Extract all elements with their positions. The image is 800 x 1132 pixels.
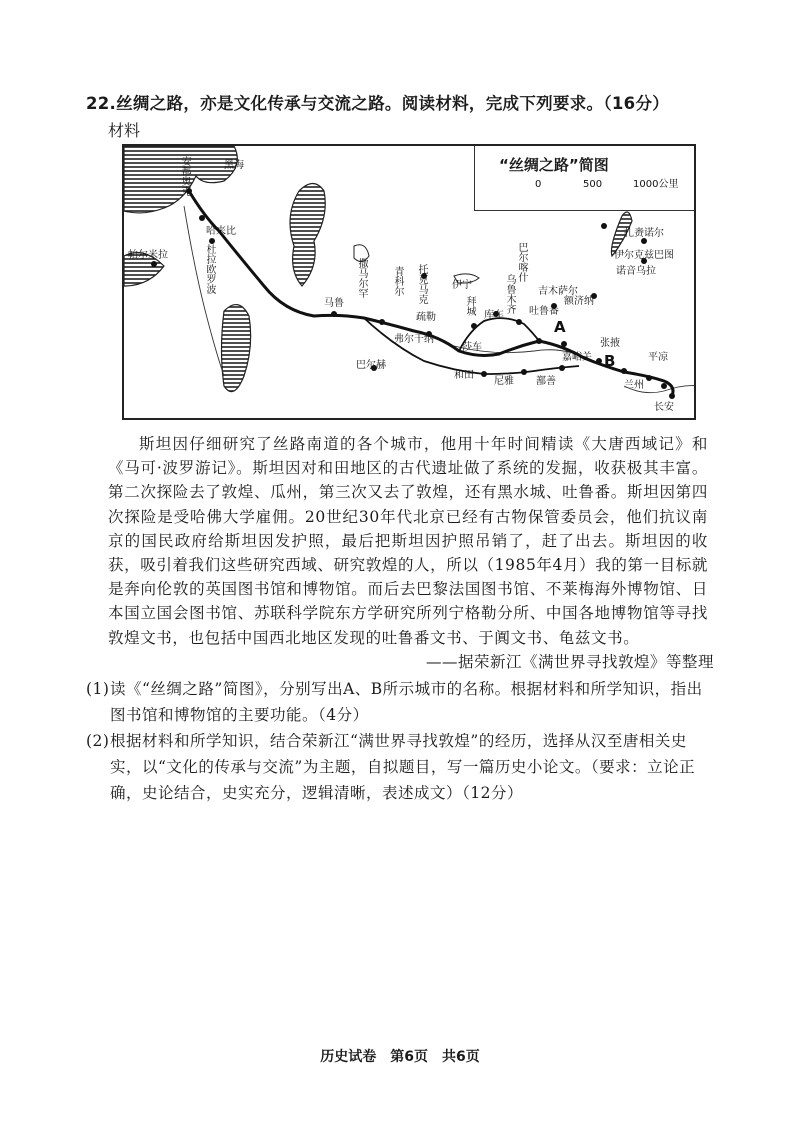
sub-question-1-text: 读《“丝绸之路”简图》，分别写出A、B所示城市的名称。根据材料和所学知识，指出图书馆和博物馆的主要功能。（4分） <box>110 680 703 724</box>
label-nuoyin: 诺音乌拉 <box>616 266 656 277</box>
sub-question-2-text: 根据材料和所学知识，结合荣新江“满世界寻找敦煌”的经历，选择从汉至唐相关史实，以“文化的传承与交流”为主题，自拟题目，写一篇历史小论文。（要求：立论正确，史论结合，史实充分，逻辑清晰，表述成文）（12分） <box>110 732 696 802</box>
label-kuche: 库车 <box>484 310 504 321</box>
label-yining: 伊宁 <box>452 280 472 291</box>
label-pingliang: 平凉 <box>648 352 668 363</box>
label-yierkuzhi: 伊尔克兹巴图 <box>614 250 674 261</box>
label-tulufan: 吐鲁番 <box>529 306 559 317</box>
silk-road-map <box>122 144 696 420</box>
scale-1000: 1000公里 <box>633 179 679 190</box>
label-tuolao: 杜拉欧罗波 <box>204 244 215 294</box>
label-heihai: 黑海 <box>224 160 244 171</box>
sub-question-2 <box>86 728 716 806</box>
label-hetian: 和田 <box>454 370 474 381</box>
label-baerkashi: 巴尔喀什 <box>516 242 527 282</box>
page-footer: 历史试卷 第6页 共6页 <box>320 1049 480 1065</box>
map-legend <box>474 146 696 211</box>
label-feierganna: 弗尔干纳 <box>394 334 434 345</box>
label-shanshan: 鄯善 <box>536 376 556 387</box>
sub-question-1 <box>86 676 716 728</box>
label-qingkeer: 青科尔 <box>392 266 403 296</box>
label-samaerhan: 撒马尔罕 <box>356 258 367 298</box>
label-wulumuqi: 乌鲁木齐 <box>504 274 515 314</box>
label-halaibi: 哈来比 <box>206 226 236 237</box>
label-jiayuguan: 嘉峪关 <box>562 352 592 363</box>
label-balikun: 巴尔赫 <box>356 360 386 371</box>
label-malu: 马鲁 <box>324 298 344 309</box>
label-shule: 疏勒 <box>416 312 436 323</box>
label-ewlang: 额济纳 <box>564 296 594 307</box>
label-tuokemake: 托克马克 <box>416 264 427 304</box>
material-label: 材料 <box>108 121 141 140</box>
sub-question-2-number: (2) <box>86 732 110 750</box>
label-pairimula: 帕尔米拉 <box>128 250 168 261</box>
label-mark-a: A <box>554 318 566 336</box>
label-mark-b: B <box>604 352 616 370</box>
label-suoche: 莎车 <box>462 342 482 353</box>
label-changan: 长安 <box>654 402 674 413</box>
map-title: “丝绸之路”简图 <box>499 156 609 174</box>
material-source: ——据荣新江《满世界寻找敦煌》等整理 <box>425 653 714 671</box>
sub-question-1-number: (1) <box>86 680 110 698</box>
material-passage: 斯坦因仔细研究了丝路南道的各个城市，他用十年时间精读《大唐西域记》和《马可·波罗游记》。斯坦因对和田地区的古代遗址做了系统的发掘，收获极其丰富。第二次探险去了敦煌、瓜州，第三次又去了敦煌，还有黑水城、吐鲁番。斯坦因第四次探险是受哈佛大学雇佣。20世纪30年代北京已经有古物保管委员会，他们抗议南京的国民政府给斯坦因发护照，最后把斯坦因护照吊销了，赶了出去。斯坦因的收获，吸引着我们这些研究西域、研究敦煌的人，所以（1985年4月）我的第一目标就是奔向伦敦的英国图书馆和博物馆。而后去巴黎法国图书馆、不莱梅海外博物馆、日本国立国会图书馆、苏联科学院东方学研究所列宁格勒分所、中国各地博物馆等寻找敦煌文书，也包括中国西北地区发现的吐鲁番文书、于阗文书、龟兹文书。 <box>108 435 708 647</box>
scale-0: 0 <box>535 179 542 190</box>
question-title: 22.丝绸之路，亦是文化传承与交流之路。阅读材料，完成下列要求。（16分） <box>86 94 670 113</box>
label-zhajinuoer: 扎赉诺尔 <box>624 228 664 239</box>
label-bailing: 拜城 <box>464 296 475 316</box>
label-jimusaer: 吉木萨尔 <box>538 286 578 297</box>
label-andu: 安都奥克 <box>179 156 190 196</box>
label-niya: 尼雅 <box>494 376 514 387</box>
label-zhangye: 张掖 <box>600 338 620 349</box>
label-lanzhou: 兰州 <box>624 380 644 391</box>
scale-500: 500 <box>583 179 603 190</box>
